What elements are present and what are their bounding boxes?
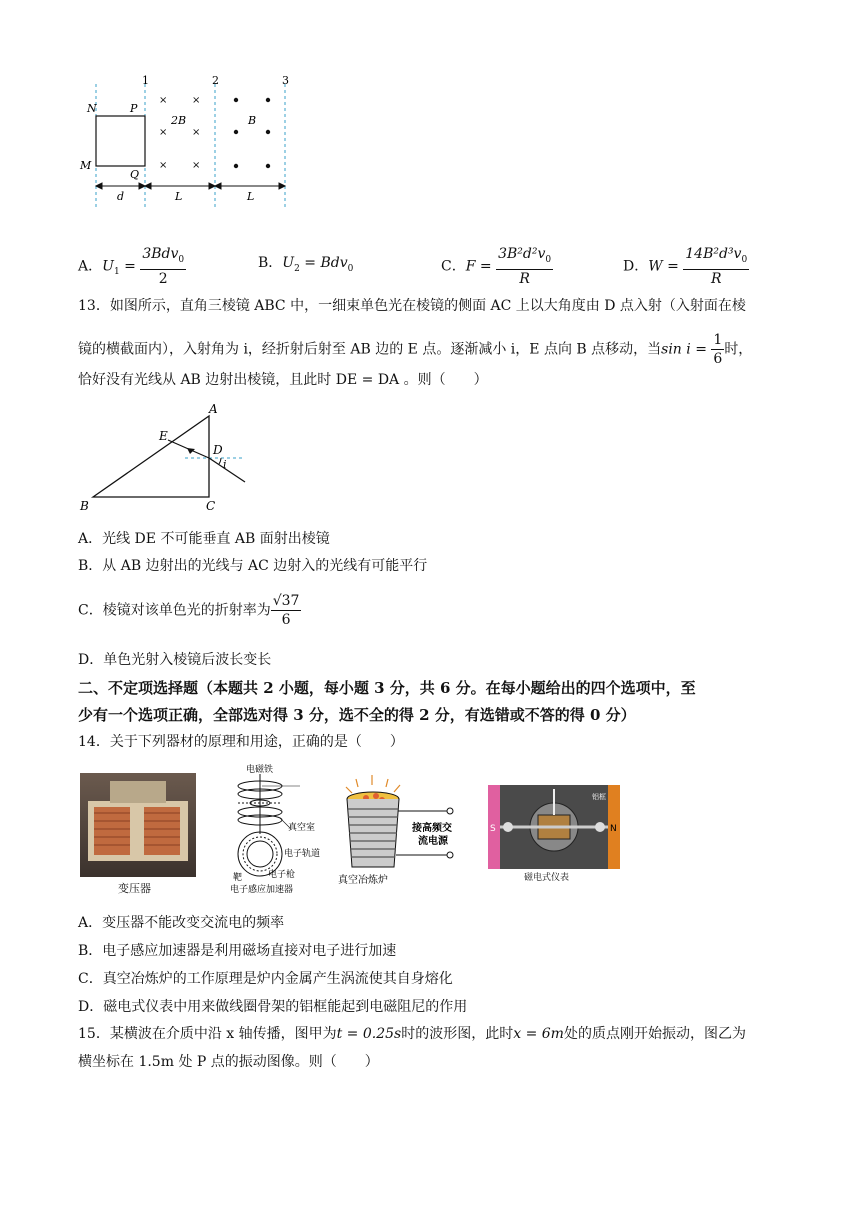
svg-text:电子感应加速器: 电子感应加速器 <box>230 885 294 894</box>
svg-text:接高频交: 接高频交 <box>412 823 452 834</box>
svg-text:B: B <box>80 499 89 513</box>
q12-option-c: C．F = $\frac{3B^2d^2v_0}{R}$ <box>441 246 552 287</box>
svg-text:×: × <box>159 127 168 138</box>
fig12-label-P: P <box>130 102 138 115</box>
q13-prism-figure <box>75 398 265 516</box>
q12-figure <box>75 72 305 214</box>
svg-text:电磁铁: 电磁铁 <box>246 765 274 775</box>
svg-text:电子枪: 电子枪 <box>268 870 296 880</box>
svg-text:N: N <box>610 824 617 834</box>
q12-option-d: D．W = $\frac{14B^2d^3v_0}{R}$ <box>623 246 748 287</box>
fig12-label-M: M <box>80 159 92 172</box>
svg-text:D: D <box>213 443 223 457</box>
svg-text:靶: 靶 <box>233 873 243 883</box>
fig12-label-d: d <box>117 190 125 203</box>
vacuum-furnace-diagram <box>336 775 476 895</box>
transformer-photo <box>80 773 196 877</box>
q13-stem-line1: 13．如图所示，直角三棱镜 ABC 中，一细束单色光在棱镜的侧面 AC 上以大角度由 D 点入射（入射面在棱 <box>78 298 746 314</box>
q13-stem-line2: 镜的横截面内），入射角为 i，经折射后射至 AB 边的 E 点。逐渐减小 i，E 点向 B 点移动，当sin i = $\frac{1}{6}$ 时， <box>78 332 753 367</box>
svg-text:×: × <box>192 95 201 106</box>
fig12-label-3: 3 <box>282 74 289 87</box>
section2-header-line1: 二、不定项选择题（本题共 2 小题，每小题 3 分，共 6 分。在每小题给出的四个选项中，至 <box>78 679 696 697</box>
svg-text:×: × <box>159 160 168 171</box>
section2-header-line2: 少有一个选项正确，全部选对得 3 分，选不全的得 2 分，有选错或不答的得 0 分） <box>78 706 636 724</box>
svg-text:电子轨道: 电子轨道 <box>284 849 321 859</box>
svg-text:S: S <box>490 824 496 834</box>
q12-option-a: A．$U_1$ = $\frac{3Bdv_0}{2}$ <box>78 246 185 287</box>
betatron-diagram <box>220 764 340 894</box>
svg-text:E: E <box>159 429 168 443</box>
q14-option-d: D．磁电式仪表中用来做线圈骨架的铝框能起到电磁阻尼的作用 <box>78 999 468 1015</box>
svg-text:×: × <box>192 127 201 138</box>
fig12-label-Q: Q <box>130 168 140 181</box>
svg-text:×: × <box>192 160 201 171</box>
fig12-label-2B: 2B <box>171 114 187 127</box>
svg-text:真空室: 真空室 <box>288 823 316 833</box>
svg-text:A: A <box>209 402 218 416</box>
q13-option-c: C．棱镜对该单色光的折射率为 $\frac{√37}{6}$ <box>78 593 300 628</box>
meter-photo <box>488 785 620 869</box>
q13-stem-line3: 恰好没有光线从 AB 边射出棱镜，且此时 DE = DA 。则（ ） <box>78 372 488 388</box>
q13-option-a: A．光线 DE 不可能垂直 AB 面射出棱镜 <box>78 531 330 547</box>
svg-text:铝框: 铝框 <box>592 793 606 801</box>
fig12-label-1: 1 <box>142 74 149 87</box>
svg-text:i: i <box>223 458 227 471</box>
q15-stem-line1: 15．某横波在介质中沿 x 轴传播，图甲为t = 0.25s时的波形图，此时x = 6m处的质点刚开始振动，图乙为 <box>78 1026 746 1042</box>
svg-text:C: C <box>206 499 216 513</box>
fig12-label-L2: L <box>247 190 255 203</box>
fig12-label-N: N <box>87 102 97 115</box>
fig12-label-2: 2 <box>212 74 219 87</box>
q13-option-d: D．单色光射入棱镜后波长变长 <box>78 652 272 668</box>
meter-caption: 磁电式仪表 <box>524 873 570 883</box>
q12-option-b: B．$U_2 = Bdv_0$ <box>258 255 354 274</box>
svg-text:真空冶炼炉: 真空冶炼炉 <box>338 875 388 886</box>
q14-stem: 14．关于下列器材的原理和用途，正确的是（ ） <box>78 734 404 750</box>
q14-option-b: B．电子感应加速器是利用磁场直接对电子进行加速 <box>78 943 397 959</box>
q14-option-a: A．变压器不能改变交流电的频率 <box>78 915 285 931</box>
transformer-caption: 变压器 <box>118 882 151 895</box>
fig12-label-B: B <box>248 114 257 127</box>
q14-option-c: C．真空冶炼炉的工作原理是炉内金属产生涡流使其自身熔化 <box>78 971 453 987</box>
q15-stem-line2: 横坐标在 1.5m 处 P 点的振动图像。则（ ） <box>78 1054 379 1070</box>
fig12-label-L1: L <box>175 190 183 203</box>
svg-text:×: × <box>159 95 168 106</box>
q13-option-b: B．从 AB 边射出的光线与 AC 边射入的光线有可能平行 <box>78 558 428 574</box>
svg-text:流电源: 流电源 <box>418 836 448 847</box>
